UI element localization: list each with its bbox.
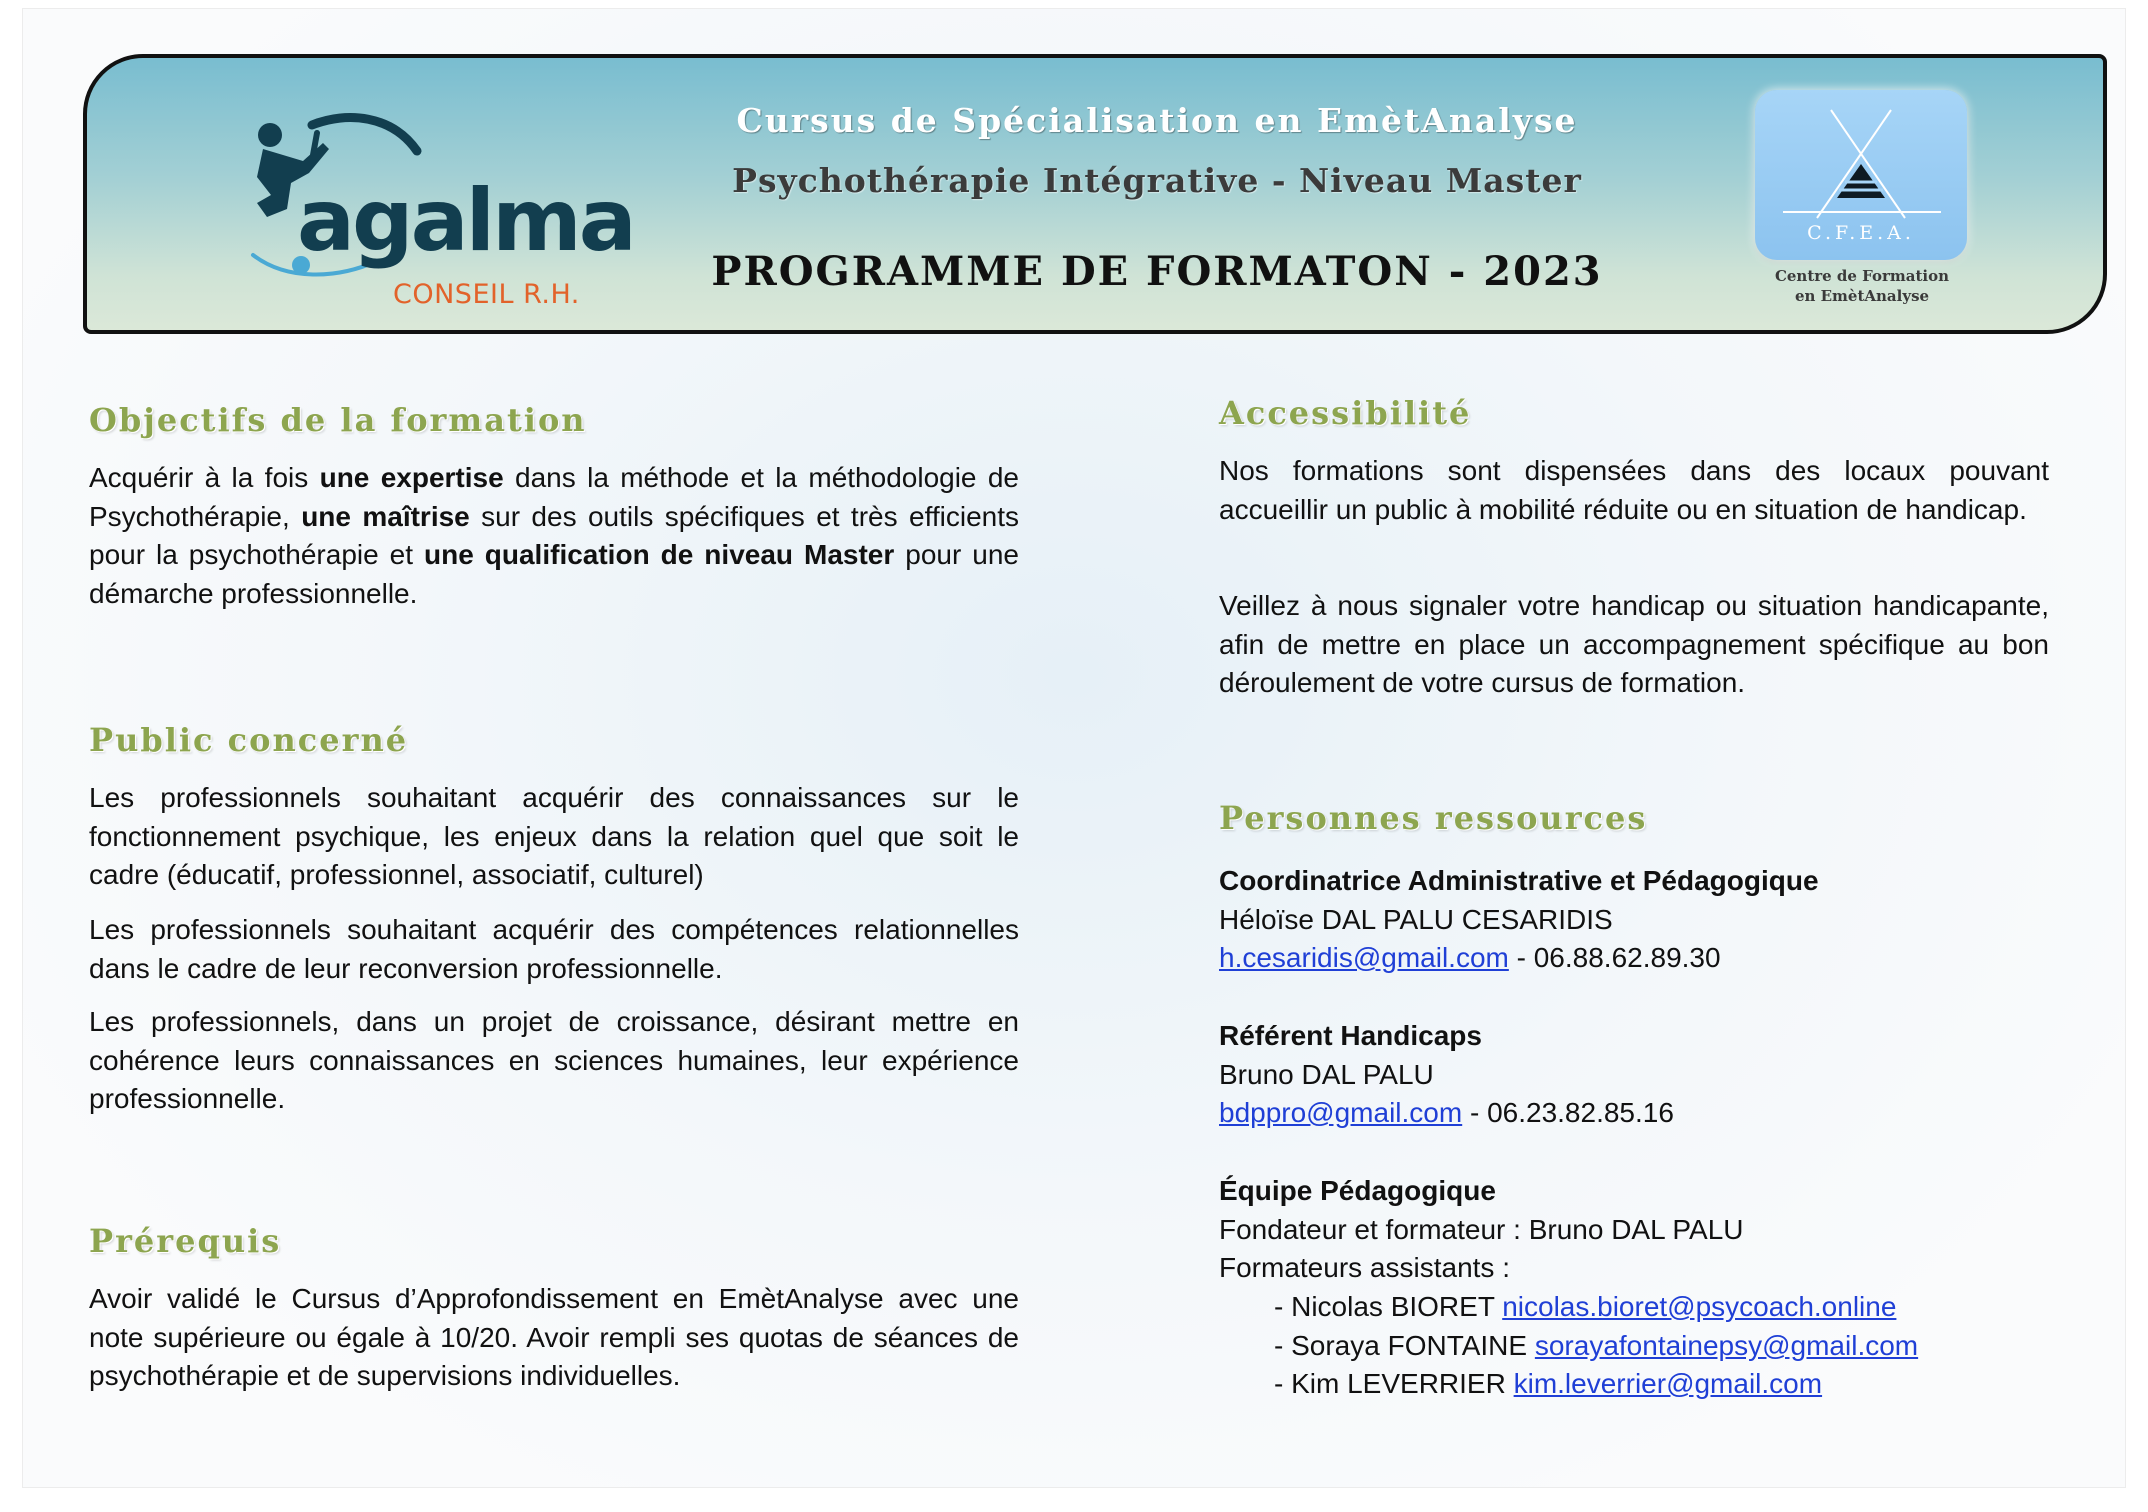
referent-phone: - 06.23.82.85.16 xyxy=(1462,1097,1674,1128)
cfea-abbrev: C.F.E.A. xyxy=(1807,222,1915,244)
assistant-item: - Soraya FONTAINE sorayafontainepsy@gmail.com xyxy=(1274,1330,1919,1361)
assistant-email-link[interactable]: kim.leverrier@gmail.com xyxy=(1513,1368,1823,1399)
objectifs-paragraph: Acquérir à la fois une expertise dans la méthode et la méthodologie de Psychothérapie, une maîtrise sur des outils spécifiques et très efficients pour la psychothérapie et une qualification de niveau Master pour une démarche professionnelle. xyxy=(89,462,1019,609)
coordinator-email-link[interactable]: h.cesaridis@gmail.com xyxy=(1219,942,1509,973)
team-title: Équipe Pédagogique xyxy=(1219,1175,1496,1206)
prerequis-paragraph: Avoir validé le Cursus d’Approfondissement en EmètAnalyse avec une note supérieure ou égale à 10/20. Avoir rempli ses quotas de séances de psychothérapie et de supervisions individuelles. xyxy=(89,1283,1019,1391)
team-founder: Fondateur et formateur : Bruno DAL PALU xyxy=(1219,1214,1744,1245)
header-title-line-2: Psychothérapie Intégrative - Niveau Master xyxy=(732,161,1582,200)
coordinator-phone: - 06.88.62.89.30 xyxy=(1508,942,1721,973)
accessibilite-paragraph-2: Veillez à nous signaler votre handicap ou situation handicapante, afin de mettre en place un accompagnement spécifique au bon déroulement de votre cursus de formation. xyxy=(1219,590,2049,698)
public-paragraph-3: Les professionnels, dans un projet de croissance, désirant mettre en cohérence leurs connaissances en sciences humaines, leur expérience professionnelle. xyxy=(89,1006,1019,1114)
coordinator-name: Héloïse DAL PALU CESARIDIS xyxy=(1219,904,1613,935)
section-title-ressources: Personnes ressources xyxy=(1219,799,1648,837)
assistant-email-link[interactable]: nicolas.bioret@psycoach.online xyxy=(1502,1291,1897,1322)
section-title-objectifs: Objectifs de la formation xyxy=(89,401,587,439)
agalma-subtitle: CONSEIL R.H. xyxy=(393,279,580,310)
referent-contact xyxy=(1219,1094,1674,1133)
header-title-line-1: Cursus de Spécialisation en EmètAnalyse xyxy=(736,101,1578,140)
assistant-item: - Kim LEVERRIER kim.leverrier@gmail.com xyxy=(1274,1368,1823,1399)
referent-email-link[interactable]: bdppro@gmail.com xyxy=(1219,1097,1463,1128)
cfea-logo xyxy=(1755,90,1967,260)
cfea-caption-line-1: Centre de Formation xyxy=(1774,267,1950,285)
agalma-wordmark: agalma xyxy=(297,171,634,271)
public-paragraph-2: Les professionnels souhaitant acquérir des compétences relationnelles dans le cadre de leur reconversion professionnelle. xyxy=(89,914,1019,984)
coordinator-title: Coordinatrice Administrative et Pédagogique xyxy=(1219,865,1819,896)
section-title-prerequis: Prérequis xyxy=(89,1222,282,1260)
accessibilite-paragraph-1: Nos formations sont dispensées dans des locaux pouvant accueillir un public à mobilité réduite ou en situation de handicap. xyxy=(1219,455,2049,525)
assistant-item: - Nicolas BIORET nicolas.bioret@psycoach.online xyxy=(1274,1291,1897,1322)
section-title-accessibilite: Accessibilité xyxy=(1219,394,1472,432)
referent-name: Bruno DAL PALU xyxy=(1219,1059,1434,1090)
public-paragraph-1: Les professionnels souhaitant acquérir des connaissances sur le fonctionnement psychique, les enjeux dans la relation quel que soit le cadre (éducatif, professionnel, associatif, culturel) xyxy=(89,782,1019,890)
team-assistants-label: Formateurs assistants : xyxy=(1219,1252,1510,1283)
header-title-line-3: PROGRAMME DE FORMATON - 2023 xyxy=(711,248,1603,295)
assistant-email-link[interactable]: sorayafontainepsy@gmail.com xyxy=(1534,1330,1919,1361)
header-banner xyxy=(83,54,2107,334)
cfea-caption-line-2: en EmètAnalyse xyxy=(1794,287,1930,305)
agalma-logo xyxy=(217,103,634,310)
coordinator-contact xyxy=(1219,939,1721,978)
page xyxy=(22,8,2126,1488)
referent-title: Référent Handicaps xyxy=(1219,1020,1482,1051)
section-title-public: Public concerné xyxy=(89,721,409,759)
